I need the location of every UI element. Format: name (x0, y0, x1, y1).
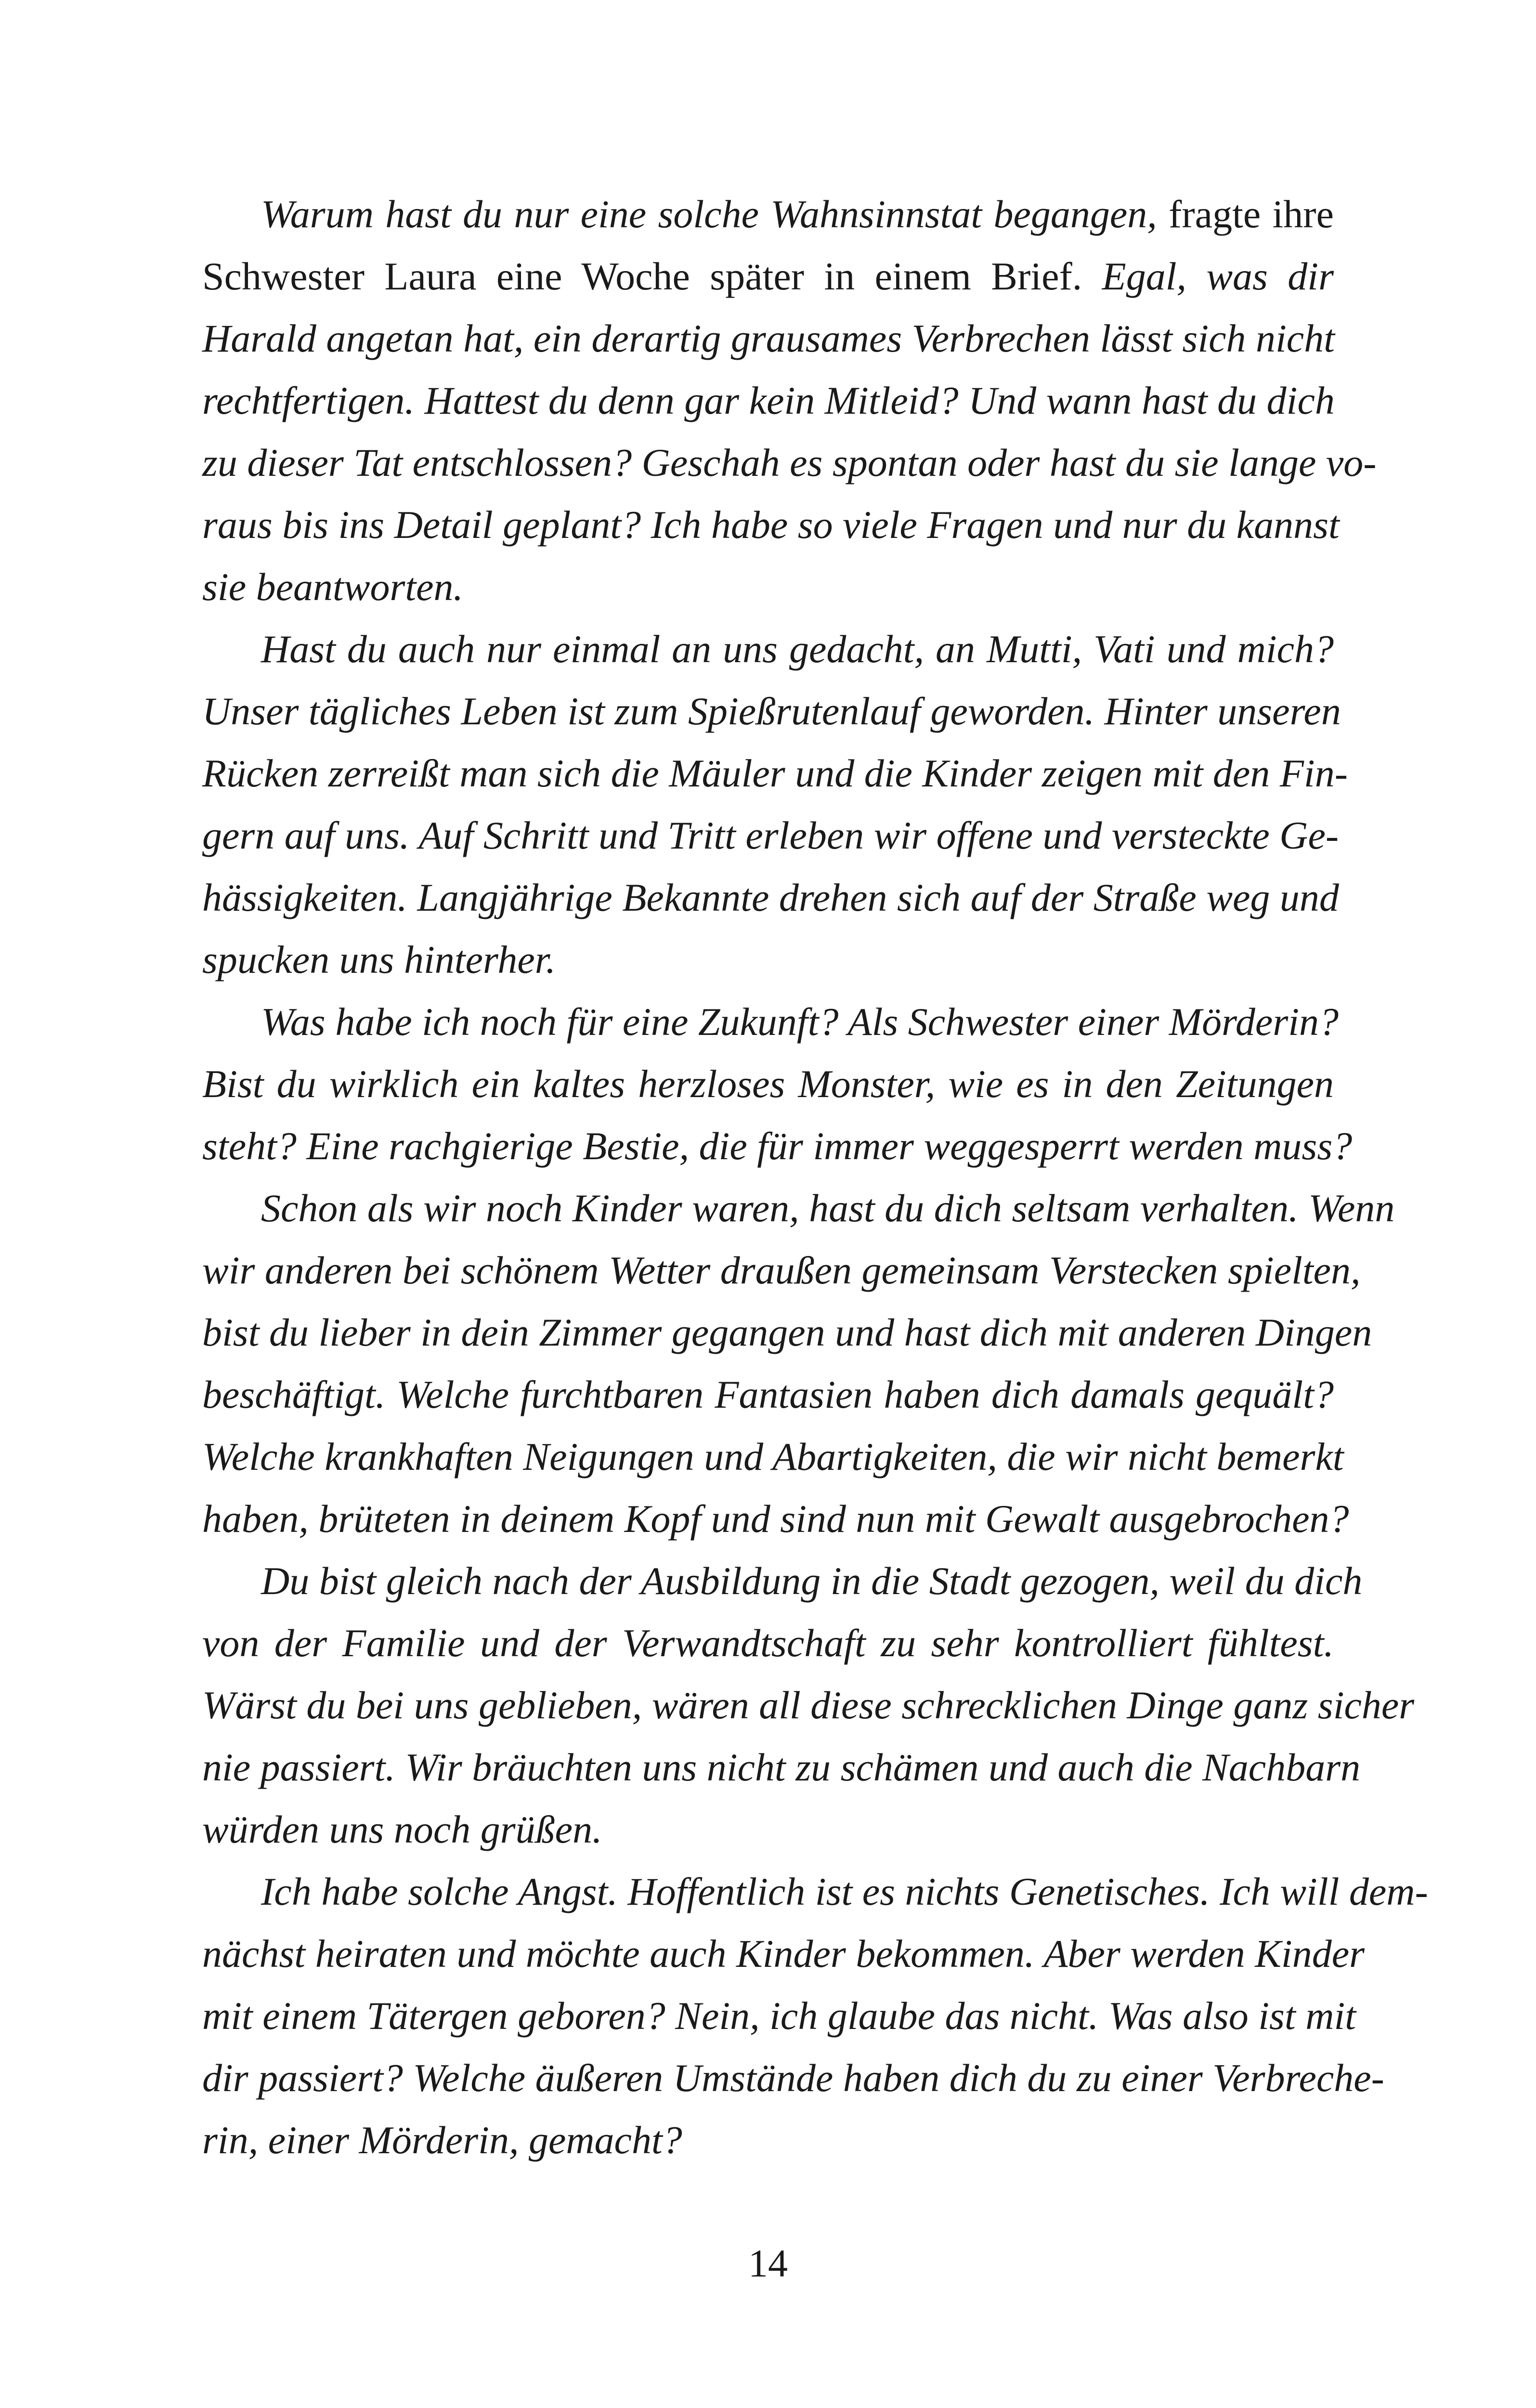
text-line: zu dieser Tat entschlossen? Geschah es spontan oder hast du sie lange vo- (202, 441, 1377, 484)
text-line: würden uns noch grüßen. (202, 1807, 602, 1851)
text-line: rechtfertigen. Hattest du denn gar kein Mitleid? Und wann hast du dich (202, 379, 1335, 422)
text-line: beschäftigt. Welche furchtbaren Fantasien haben dich damals gequält? (202, 1373, 1334, 1416)
italic-text: Warum hast du nur eine solche Wahnsinnstat begangen, (261, 192, 1157, 236)
text-line: raus bis ins Detail geplant? Ich habe so viele Fragen und nur du kannst (202, 503, 1340, 547)
text-line: nie passiert. Wir bräuchten uns nicht zu schämen und auch die Nachbarn (202, 1745, 1361, 1789)
text-line: sie beantworten. (202, 565, 464, 609)
text-line: gern auf uns. Auf Schritt und Tritt erleben wir offene und versteckte Ge- (202, 813, 1339, 857)
text-line: Harald angetan hat, ein derartig grausames Verbrechen lässt sich nicht (202, 316, 1335, 360)
italic-text: Egal, was dir (1082, 254, 1334, 298)
page-number: 14 (748, 2241, 788, 2285)
text-line (202, 183, 1334, 245)
paragraph-5 (202, 1550, 1415, 1860)
text-line: wir anderen bei schönem Wetter draußen gemeinsam Verstecken spielten, (202, 1248, 1361, 1292)
text-line: Bist du wirklich ein kaltes herzloses Monster, wie es in den Zeitungen (202, 1062, 1334, 1106)
roman-text: fragte ihre (1157, 192, 1334, 236)
paragraph-4 (202, 1177, 1395, 1550)
text-line: Schon als wir noch Kinder waren, hast du dich seltsam verhalten. Wenn (261, 1186, 1395, 1230)
text-line: Welche krankhaften Neigungen und Abartigkeiten, die wir nicht bemerkt (202, 1435, 1344, 1479)
text-line: Du bist gleich nach der Ausbildung in die Stadt gezogen, weil du dich (261, 1559, 1363, 1603)
paragraph-3 (202, 991, 1353, 1177)
text-line: bist du lieber in dein Zimmer gegangen und hast dich mit anderen Dingen (202, 1310, 1372, 1354)
text-line: haben, brüteten in deinem Kopf und sind nun mit Gewalt ausgebrochen? (202, 1497, 1349, 1541)
page-body (202, 183, 1428, 2171)
text-line: spucken uns hinterher. (202, 938, 556, 982)
text-line (202, 245, 1334, 307)
text-line: Unser tägliches Leben ist zum Spießrutenlauf geworden. Hinter unseren (202, 689, 1341, 733)
text-line: mit einem Tätergen geboren? Nein, ich glaube das nicht. Was also ist mit (202, 1994, 1356, 2038)
text-line: hässigkeiten. Langjährige Bekannte drehen sich auf der Straße weg und (202, 876, 1339, 919)
paragraph-2 (202, 618, 1348, 991)
text-line: Wärst du bei uns geblieben, wären all diese schrecklichen Dinge ganz sicher (202, 1683, 1415, 1727)
text-line: nächst heiraten und möchte auch Kinder bekommen. Aber werden Kinder (202, 1932, 1365, 1976)
text-line: steht? Eine rachgierige Bestie, die für immer weggesperrt werden muss? (202, 1124, 1353, 1168)
text-line: von der Familie und der Verwandtschaft zu sehr kontrolliert fühltest. (202, 1621, 1334, 1665)
roman-text: Schwester Laura eine Woche später in einem Brief. (202, 254, 1082, 298)
text-line: Rücken zerreißt man sich die Mäuler und die Kinder zeigen mit den Fin- (202, 751, 1348, 795)
text-line: Hast du auch nur einmal an uns gedacht, an Mutti, Vati und mich? (261, 627, 1334, 671)
text-line: Ich habe solche Angst. Hoffentlich ist es nichts Genetisches. Ich will dem- (261, 1870, 1428, 1913)
text-line: rin, einer Mörderin, gemacht? (202, 2118, 682, 2162)
text-line: dir passiert? Welche äußeren Umstände haben dich du zu einer Verbreche- (202, 2056, 1384, 2100)
paragraph-1 (202, 183, 1377, 618)
paragraph-6 (202, 1860, 1428, 2171)
text-line: Was habe ich noch für eine Zukunft? Als Schwester einer Mörderin? (261, 1000, 1339, 1044)
